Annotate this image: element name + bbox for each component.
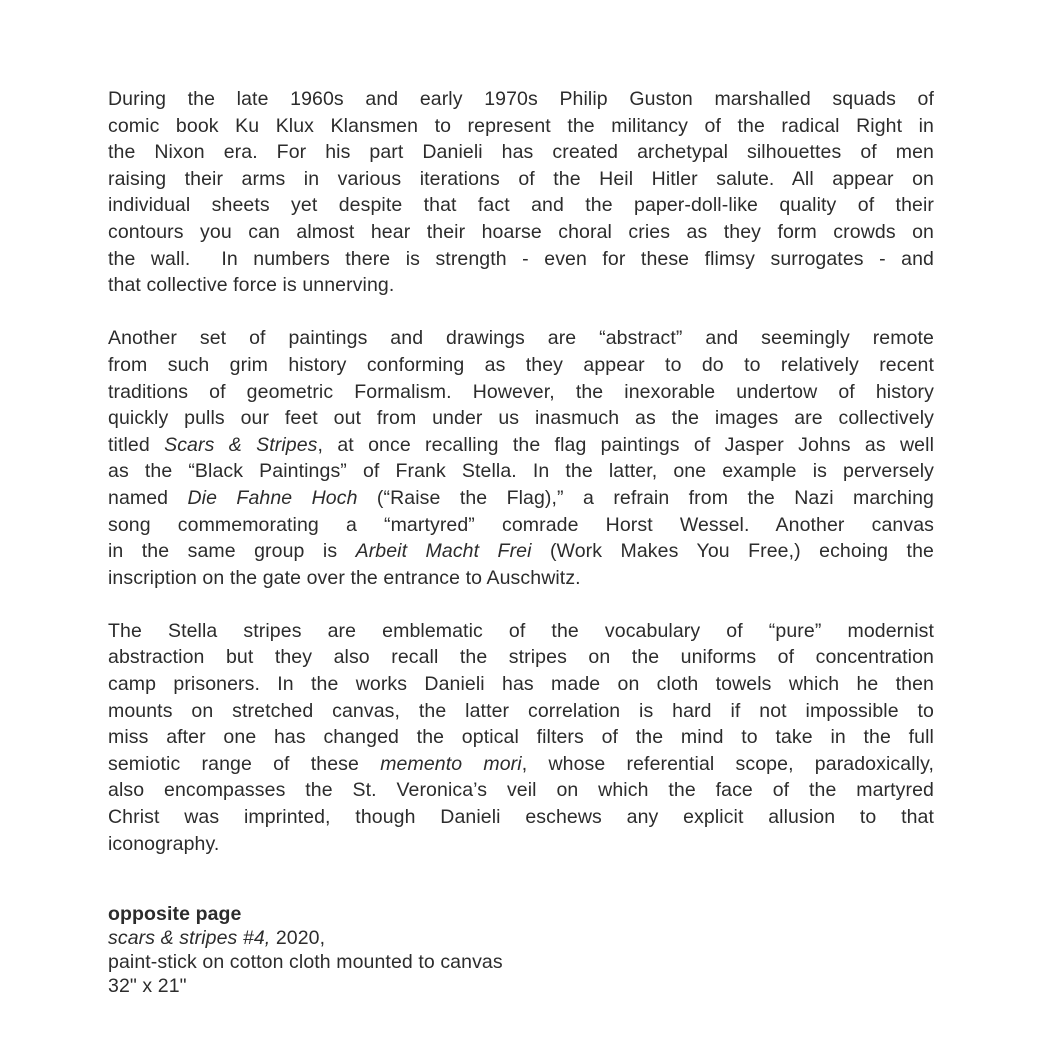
- text-segment: traditions of geometric Formalism. However, the inexorable undertow of history: [108, 380, 934, 403]
- text-segment: from such grim history conforming as they appear to do to relatively recent: [108, 353, 934, 376]
- text-line: [108, 352, 934, 379]
- text-segment: individual sheets yet despite that fact and the paper-doll-like quality of their: [108, 194, 934, 217]
- text-segment: song commemorating a “martyred” comrade Horst Wessel. Another canvas: [108, 513, 934, 536]
- text-segment: iconography.: [108, 832, 220, 855]
- text-line: [108, 644, 934, 671]
- text-segment: contours you can almost hear their hoarse choral cries as they form crowds on: [108, 220, 934, 243]
- artwork-title: scars & stripes #4,: [108, 927, 271, 949]
- text-line: [108, 405, 934, 432]
- essay-text: [108, 86, 934, 857]
- text-line: [108, 432, 934, 459]
- text-line: [108, 831, 934, 858]
- italic-text-segment: Arbeit Macht Frei: [355, 540, 532, 563]
- text-segment: as the “Black Paintings” of Frank Stella. In the latter, one example is perversely: [108, 460, 934, 483]
- text-segment: in the same group is: [108, 540, 356, 563]
- text-line: [108, 698, 934, 725]
- text-line: [108, 246, 934, 273]
- paragraph: [108, 86, 934, 299]
- text-segment: titled: [108, 433, 165, 456]
- caption-dimensions: 32" x 21": [108, 975, 187, 997]
- text-line: [108, 777, 934, 804]
- text-segment: that collective force is unnerving.: [108, 274, 395, 297]
- text-line: [108, 458, 934, 485]
- text-line: [108, 166, 934, 193]
- text-line: [108, 751, 934, 778]
- paragraph: [108, 618, 934, 857]
- caption-title-line: [108, 926, 808, 950]
- text-line: [108, 192, 934, 219]
- text-line: [108, 512, 934, 539]
- italic-text-segment: memento mori: [380, 752, 522, 775]
- artwork-caption: [108, 902, 808, 998]
- text-segment: The Stella stripes are emblematic of the vocabulary of “pure” modernist: [108, 619, 934, 642]
- text-line: [108, 325, 934, 352]
- text-segment: , whose referential scope, paradoxically,: [521, 752, 934, 775]
- text-line: [108, 538, 934, 565]
- caption-medium: paint-stick on cotton cloth mounted to canvas: [108, 951, 503, 973]
- text-segment: semiotic range of these: [108, 752, 381, 775]
- text-line: [108, 86, 934, 113]
- text-line: [108, 485, 934, 512]
- text-segment: mounts on stretched canvas, the latter correlation is hard if not impossible to: [108, 699, 934, 722]
- text-line: [108, 804, 934, 831]
- text-segment: inscription on the gate over the entrance to Auschwitz.: [108, 566, 581, 589]
- text-segment: comic book Ku Klux Klansmen to represent the militancy of the radical Right in: [108, 114, 934, 137]
- text-segment: quickly pulls our feet out from under us inasmuch as the images are collectively: [108, 407, 934, 430]
- italic-text-segment: Scars & Stripes: [164, 433, 318, 456]
- text-line: [108, 724, 934, 751]
- text-line: [108, 618, 934, 645]
- text-segment: (Work Makes You Free,) echoing the: [531, 540, 934, 563]
- text-segment: the wall. In numbers there is strength - even for these flimsy surrogates - and: [108, 247, 934, 270]
- text-line: [108, 565, 934, 592]
- artwork-year: 2020,: [270, 927, 326, 949]
- caption-heading: opposite page: [108, 903, 242, 925]
- text-segment: named: [108, 486, 188, 509]
- text-line: [108, 219, 934, 246]
- text-segment: also encompasses the St. Veronica’s veil on which the face of the martyred: [108, 779, 934, 802]
- text-line: [108, 113, 934, 140]
- text-line: [108, 139, 934, 166]
- text-line: [108, 671, 934, 698]
- text-segment: miss after one has changed the optical filters of the mind to take in the full: [108, 726, 934, 749]
- text-line: [108, 379, 934, 406]
- text-segment: Another set of paintings and drawings are “abstract” and seemingly remote: [108, 327, 934, 350]
- text-segment: , at once recalling the flag paintings of Jasper Johns as well: [317, 433, 934, 456]
- text-segment: the Nixon era. For his part Danieli has created archetypal silhouettes of men: [108, 141, 934, 164]
- paragraph: [108, 325, 934, 591]
- text-segment: abstraction but they also recall the stripes on the uniforms of concentration: [108, 646, 934, 669]
- text-segment: Christ was imprinted, though Danieli eschews any explicit allusion to that: [108, 806, 934, 829]
- text-segment: During the late 1960s and early 1970s Philip Guston marshalled squads of: [108, 88, 934, 110]
- text-segment: raising their arms in various iterations of the Heil Hitler salute. All appear on: [108, 167, 934, 190]
- text-segment: camp prisoners. In the works Danieli has made on cloth towels which he then: [108, 673, 934, 696]
- italic-text-segment: Die Fahne Hoch: [187, 486, 358, 509]
- text-segment: (“Raise the Flag),” a refrain from the Nazi marching: [357, 486, 934, 509]
- text-line: [108, 272, 934, 299]
